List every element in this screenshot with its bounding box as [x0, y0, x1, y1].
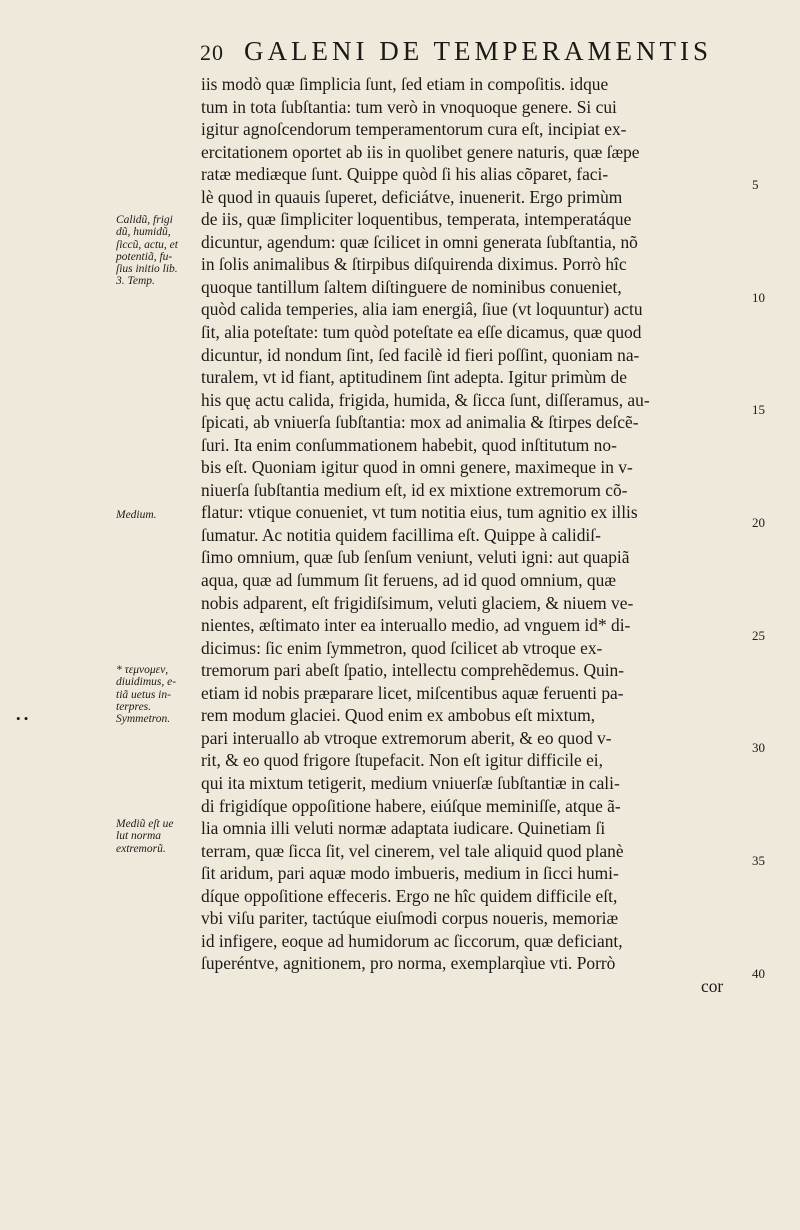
text-line: quòd calida temperies, alia iam energiâ, ſiue (vt loquuntur) actu	[201, 299, 643, 320]
page-number: 20	[200, 40, 224, 65]
text-line: nientes, æſtimato inter ea interuallo medio, ad vnguem id* di-	[201, 615, 631, 636]
margin-note-line: lut norma	[116, 830, 162, 843]
line-number: 15	[752, 402, 765, 417]
text-line: dicuntur, id nondum ſint, ſed facilè id fieri poſſint, quoniam na-	[201, 344, 640, 365]
main-text-column	[201, 73, 761, 997]
text-line: ſpicati, ab vniuerſa ſubſtantia: mox ad animalia & ſtirpes deſcẽ-	[201, 412, 639, 433]
text-line: terram, quæ ſicca ſit, vel cinerem, vel tale aliquid quod planè	[201, 840, 624, 861]
stray-marks: • •	[16, 711, 29, 726]
text-line: di frigidíque oppoſitione habere, eiúſque meminiſſe, atque ã-	[201, 795, 621, 816]
margin-note-calidum	[116, 214, 210, 288]
text-line: iis modò quæ ſimplicia ſunt, ſed etiam in compoſitis. idque	[201, 74, 609, 94]
text-line: de iis, quæ ſimpliciter loquentibus, temperata, intemperatáque	[201, 209, 632, 230]
text-line: dicimus: ſic enim ſymmetron, quod ſcilicet ab vtroque ex-	[201, 637, 603, 658]
text-line: nobis adparent, eſt frigidiſsimum, veluti glaciem, & niuem ve-	[201, 592, 634, 613]
text-line: aqua, quæ ad ſummum ſit feruens, ad id quod omnium, quæ	[201, 570, 616, 591]
margin-note-line: tiã uetus in-	[116, 688, 171, 701]
text-line: ſuperéntve, agnitionem, pro norma, exemplarqìue vti. Porrò	[201, 953, 616, 974]
text-line: rit, & eo quod frigore ſtupefacit. Non eſt igitur difficile ei,	[201, 750, 603, 771]
margin-note-line: extremorũ.	[116, 842, 166, 855]
text-line: ſimo omnium, quæ ſub ſenſum veniunt, veluti igni: aut quapiã	[201, 547, 630, 568]
text-line: qui ita mixtum tetigerit, medium vniuerſæ ſubſtantiæ in cali-	[201, 772, 620, 793]
text-line: díque oppoſitione effeceris. Ergo ne hîc quidem difficile eſt,	[201, 885, 618, 906]
text-line: rem modum glaciei. Quod enim ex ambobus eſt mixtum,	[201, 705, 596, 726]
text-line: ſumatur. Ac notitia quidem facillima eſt. Quippe à calidiſ-	[201, 524, 601, 545]
text-line: dicuntur, agendum: quæ ſcilicet in omni generata ſubſtantia, nõ	[201, 231, 638, 252]
text-line: igitur agnoſcendorum temperamentorum cura eſt, incipiat ex-	[201, 119, 627, 140]
text-line: etiam id nobis præparare licet, miſcentibus aquæ feruenti pa-	[201, 682, 624, 703]
line-number: 10	[752, 290, 765, 305]
margin-note-line: dũ, humidũ,	[116, 226, 171, 239]
text-line: pari interuallo ab vtroque extremorum aberit, & eo quod v-	[201, 727, 612, 748]
margin-note-line: ſiccũ, actu, et	[116, 238, 178, 251]
margin-note-symmetron	[116, 664, 210, 725]
line-number: 25	[752, 628, 765, 643]
margin-note-line: terpres.	[116, 700, 152, 713]
margin-note-line: 3. Temp.	[116, 275, 155, 288]
running-head: GALENI DE TEMPERAMENTIS	[244, 36, 712, 66]
text-line: ratæ mediæque ſunt. Quippe quòd ſi his alias cõparet, faci-	[201, 164, 609, 185]
text-line: id infigere, eoque ad humidorum ac ſiccorum, quæ deficiant,	[201, 930, 623, 951]
text-line: niuerſa ſubſtantia medium eſt, id ex mixtione extremorum cõ-	[201, 479, 628, 500]
line-number: 40	[752, 966, 765, 981]
margin-note-line: * τεμνομεν,	[116, 664, 169, 676]
margin-note-line: diuidimus, e-	[116, 676, 177, 689]
text-line: ſit aridum, pari aquæ modo imbueris, medium in ſicci humi-	[201, 863, 619, 884]
margin-note-line: Symmetron.	[116, 713, 171, 726]
line-number: 20	[752, 515, 765, 530]
text-line: lia omnia illi veluti normæ adaptata iudicare. Quinetiam ſi	[201, 818, 606, 839]
margin-note-line: Mediũ eſt ue	[116, 818, 174, 830]
text-line: tum in tota ſubſtantia: tum verò in vnoquoque genere. Si cui	[201, 96, 617, 117]
margin-note-line: Calidũ, frigi	[116, 214, 173, 226]
text-line: his quę actu calida, frigida, humida, & ſicca ſunt, diſſeramus, au-	[201, 389, 650, 410]
text-line: ſit, alia poteſtate: tum quòd poteſtate ea eſſe dicamus, quæ quod	[201, 322, 642, 343]
text-line: ſuri. Ita enim conſummationem habebit, quod inſtitutum no-	[201, 434, 617, 455]
line-number: 35	[752, 853, 765, 868]
margin-note-norma	[116, 818, 210, 855]
line-number: 30	[752, 740, 765, 755]
margin-note-medium	[116, 509, 210, 521]
text-line: flatur: vtique conueniet, vt tum notitia eius, tum agnitio ex illis	[201, 502, 638, 523]
text-line: vbi viſu pariter, tactúque eiuſmodi corpus noueris, memoriæ	[201, 908, 619, 929]
margin-note-line: potentiã, fu-	[116, 250, 173, 263]
text-line: quoque tantillum ſaltem diſtinguere de nominibus conueniet,	[201, 276, 622, 297]
text-line: in ſolis animalibus & ſtirpibus diſquirenda diximus. Porrò hîc	[201, 254, 627, 275]
text-line: tremorum pari abeſt ſpatio, intellectu comprehẽdemus. Quin-	[201, 660, 625, 681]
catchword: cor	[701, 975, 724, 996]
text-line: turalem, vt id fiant, aptitudinem ſint adepta. Igitur primùm de	[201, 367, 627, 388]
page-header	[200, 36, 740, 72]
text-line: lè quod in quauis ſuperet, deficiátve, inuenerit. Ergo primùm	[201, 186, 623, 207]
text-line: bis eſt. Quoniam igitur quod in omni genere, maximeque in v-	[201, 457, 633, 478]
text-line: ercitationem oportet ab iis in quolibet genere naturis, quæ ſæpe	[201, 141, 640, 162]
line-number: 5	[752, 177, 759, 192]
margin-note-line: ſius initio lib.	[116, 263, 178, 276]
margin-note-line: Medium.	[116, 509, 157, 521]
